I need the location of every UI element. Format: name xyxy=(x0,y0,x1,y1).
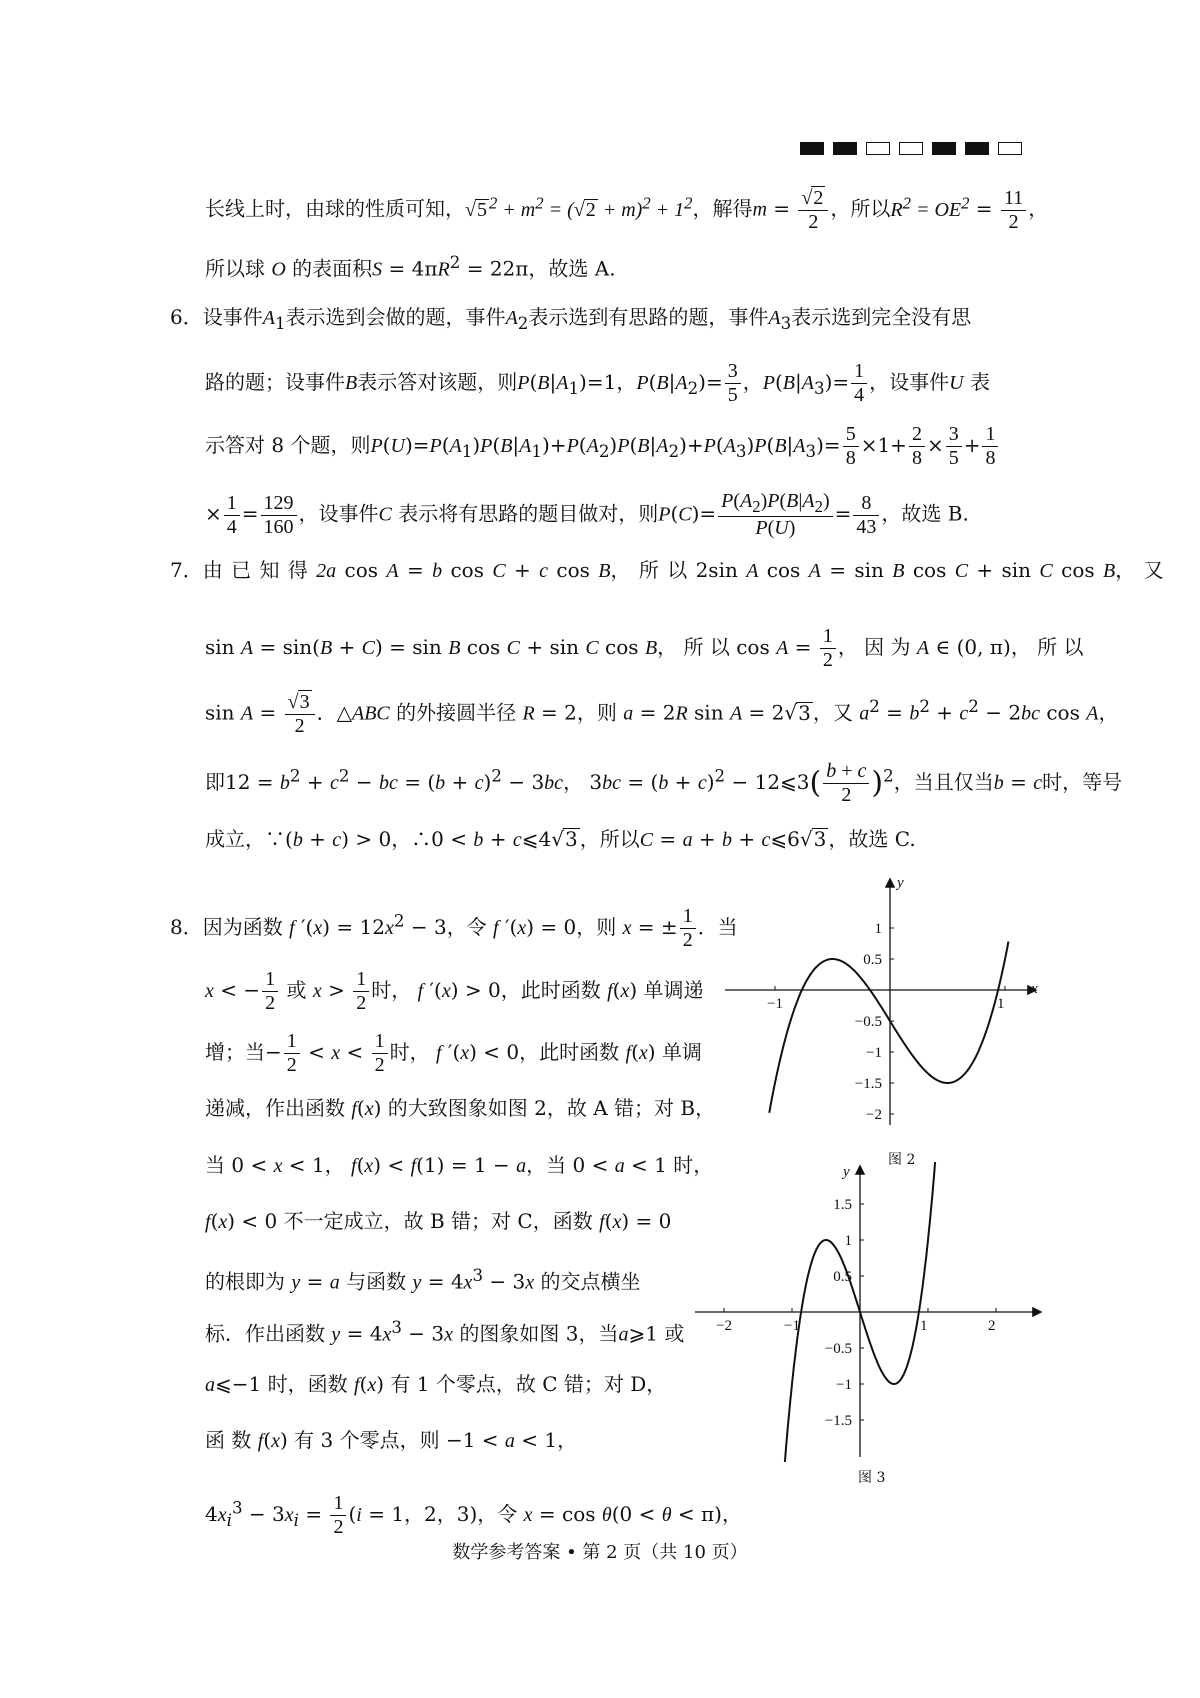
mark-7 xyxy=(998,142,1022,155)
mark-5 xyxy=(932,142,956,155)
figure-2-caption: 图 2 xyxy=(888,1152,916,1168)
y-tick-label: 1 xyxy=(874,921,882,937)
x-tick-label: 2 xyxy=(988,1318,996,1334)
y-tick-label: −0.5 xyxy=(854,1014,882,1030)
q7-line-4: 即$12 = b^2 + c^2$ − bc = $(b + c)^2 - 3bc$， $3bc = (b + c)^2$ − 12⩽3( $\frac{b + c}{2}$ )$^2$，当且仅当b = c时，等号 xyxy=(205,760,1123,806)
mark-6 xyxy=(965,142,989,155)
q7-line-1: 7．由 已 知 得 2a cos A = b cos C + c cos B， 所 以 2sin A cos A = sin B cos C + sin C cos B， 又 xyxy=(170,558,1164,582)
q6-line-2: 路的题；设事件B表示答对该题，则$P(B|A_1)=1$，$P(B|A_2)=$ $\frac{3}{5}$ ，$P(B|A_3)=$ $\frac{1}{4}$ ，设事件U 表 xyxy=(205,360,990,406)
mark-3 xyxy=(866,142,890,155)
y-tick-label: −1 xyxy=(866,1045,882,1061)
figure-3-caption: 图 3 xyxy=(858,1470,886,1486)
q8-line-6: f(x) < 0 不一定成立，故 B 错；对 C，函数 f(x) = 0 xyxy=(205,1209,672,1233)
y-tick-label: −0.5 xyxy=(824,1341,852,1357)
q8-line-7: 的根即为 y = a 与函数 $y = 4x^3 - 3x$ 的交点横坐 xyxy=(205,1266,641,1294)
mark-2 xyxy=(833,142,857,155)
fig3-axis-y-label: y xyxy=(843,1164,850,1180)
q8-line-1: 8．因为函数 f $'(x) = 12x^2 - 3$，令 f ′(x) = 0，则 x = ± $\frac{1}{2}$ ．当 xyxy=(170,905,738,951)
y-tick-label: 1.5 xyxy=(833,1197,852,1213)
q6-line-1: 6．设事件$A_1$表示选到会做的题，事件$A_2$表示选到有思路的题，事件$A_3$表示选到完全没有思 xyxy=(170,305,972,333)
q8-line-2: x < − $\frac{1}{2}$ 或 x > $\frac{1}{2}$ 时， f ′(x) > 0，此时函数 f(x) 单调递 xyxy=(205,968,704,1014)
text-line-2: 所以球 O 的表面积$S = 4\pi R^2 = 22\pi$，故选 A. xyxy=(205,253,616,281)
x-tick-label: −2 xyxy=(716,1318,732,1334)
q8-line-5: 当 0 < x < 1， f(x) < f(1) = 1 − a，当 0 < a < 1 时， xyxy=(205,1153,714,1177)
x-tick-label: −1 xyxy=(767,996,783,1012)
page-footer: 数学参考答案 • 第 2 页（共 10 页） xyxy=(452,1542,748,1563)
header-marks xyxy=(800,136,1031,160)
q7-line-3: sin A = $\frac{√3}{2}$ ．△ABC 的外接圆半径 R = 2，则 a = 2R sin A = 2√3 ，又 $a^2 = b^2 + c^2 - 2bc$ cos A， xyxy=(205,691,1119,737)
x-tick-label: 1 xyxy=(920,1318,928,1334)
q8-line-11: $4x_i^3 - 3x_i$ = $\frac{1}{2}$ (i = 1，2，3)，令 x = cos θ(0 < θ < π)， xyxy=(205,1492,742,1538)
q8-line-8: 标．作出函数 $y = 4x^3 - 3x$ 的图象如图 3，当a⩾1 或 xyxy=(205,1318,685,1346)
y-tick-label: −1 xyxy=(836,1377,852,1393)
q6-line-3: 示答对 8 个题，则$P(U)=P(A_1)P(B|A_1)+P(A_2)P(B|A_2)+P(A_3)P(B|A_3)=$ $\frac{5}{8}$ ×1+ $\frac{2}{8}$ × $\frac{3}{5}$ + $\frac{1}{8}$ xyxy=(205,423,1000,470)
x-tick-label: −1 xyxy=(784,1318,800,1334)
q8-line-10: 函 数 f(x) 有 3 个零点，则 −1 < a < 1， xyxy=(205,1428,578,1452)
q6-line-4: × $\frac{1}{4}$ = $\frac{129}{160}$ ，设事件C 表示将有思路的题目做对，则P(C)= $\frac{P(A_2)P(B|A_2)}{P(U)}$ = $\frac{8}{43}$ ，故选 B. xyxy=(205,490,969,540)
text-line-1: 长线上时，由球的性质可知，√5 $^2 + m^2 = (√2 + m)^2 + 1^2$，解得m = $\frac{√2}{2}$ ，所以$R^2 = OE^2$ = $\frac{11}{2}$ ， xyxy=(205,186,1049,233)
figure-2-graph xyxy=(725,875,1045,1135)
fig2-axis-x-label: x xyxy=(1031,981,1038,997)
figure-3-graph xyxy=(695,1162,1050,1462)
y-tick-label: −1.5 xyxy=(854,1076,882,1092)
x-tick-label: 1 xyxy=(997,996,1005,1012)
mark-1 xyxy=(800,142,824,155)
y-tick-label: −2 xyxy=(866,1107,882,1123)
y-tick-label: −1.5 xyxy=(824,1413,852,1429)
y-tick-label: 1 xyxy=(844,1233,852,1249)
q7-line-5: 成立，∵(b + c) > 0，∴0 < b + c⩽4√3 ，所以C = a + b + c⩽6√3 ，故选 C. xyxy=(205,827,916,851)
fig2-curve xyxy=(769,942,1008,1113)
fig2-axis-y-label: y xyxy=(897,875,904,891)
q7-line-2: sin A = sin(B + C) = sin B cos C + sin C cos B， 所 以 cos A = $\frac{1}{2}$ ， 因 为 A ∈ (0, π)， 所 以 xyxy=(205,625,1084,671)
q8-line-3: 增；当− $\frac{1}{2}$ < x < $\frac{1}{2}$ 时， f ′(x) < 0，此时函数 f(x) 单调 xyxy=(205,1030,702,1076)
q8-line-4: 递减，作出函数 f(x) 的大致图象如图 2，故 A 错；对 B， xyxy=(205,1096,716,1120)
mark-4 xyxy=(899,142,923,155)
y-tick-label: 0.5 xyxy=(863,952,882,968)
q8-line-9: a⩽−1 时，函数 f(x) 有 1 个零点，故 C 错；对 D， xyxy=(205,1372,667,1396)
y-tick-label: 0.5 xyxy=(833,1269,852,1285)
